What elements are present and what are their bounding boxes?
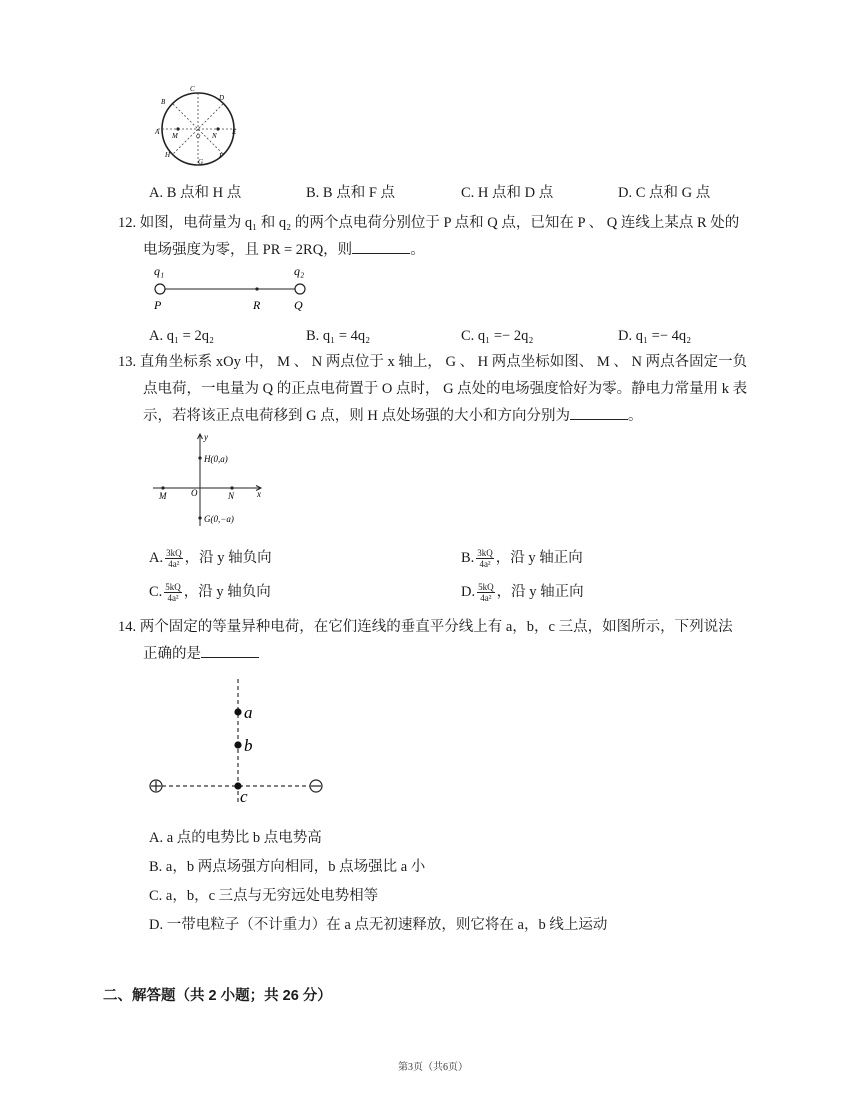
q11-label-a: A	[155, 128, 160, 136]
q12-stem-line1: 12. 如图，电荷量为 q₁ 和 q₂ 的两个点电荷分别位于 P 点和 Q 点，已知在 P 、 Q 连线上某点 R 处的	[118, 215, 740, 231]
q13-option-a-den: 4a²	[168, 559, 180, 570]
q11-label-e: E	[232, 128, 237, 136]
q11-label-g: G	[198, 158, 204, 166]
q12-label-r: R	[253, 298, 261, 312]
q11-circle-figure	[152, 82, 250, 172]
q14-stem-line2	[143, 643, 259, 664]
q13-option-d-den: 4a²	[480, 593, 492, 604]
q11-label-n: N	[212, 132, 217, 140]
q13-label-g: G(0,−a)	[204, 514, 234, 524]
q13-option-a-fraction	[165, 548, 183, 569]
q14-label-c: c	[240, 787, 248, 806]
q13-option-c-fraction	[164, 582, 182, 603]
q11-option-a: A. B 点和 H 点	[149, 185, 242, 201]
q11-option-d: D. C 点和 G 点	[618, 185, 711, 201]
q14-label-a: a	[244, 703, 253, 722]
q12-label-q1: q₁	[154, 264, 165, 278]
q13-option-b	[461, 548, 583, 569]
q13-stem-end: 。	[627, 408, 643, 424]
q13-stem-line3	[143, 405, 642, 426]
q12-option-c: C. q₁ =− 2q₂	[461, 328, 534, 344]
q13-label-x: x	[257, 489, 261, 499]
q13-option-b-prefix: B.	[461, 550, 475, 566]
q13-option-b-num: 3kQ	[477, 548, 493, 559]
q13-option-b-fraction	[476, 548, 494, 569]
q14-stem-text: 正确的是	[143, 646, 201, 662]
q13-option-a	[149, 548, 272, 569]
q11-option-c: C. H 点和 D 点	[461, 185, 554, 201]
q14-option-c: C. a，b，c 三点与无穷远处电势相等	[149, 888, 379, 904]
q13-option-d-text: ，沿 y 轴正向	[496, 584, 584, 600]
q13-option-d-num: 5kQ	[478, 582, 494, 593]
q12-label-q: Q	[294, 298, 303, 312]
q12-label-p: P	[154, 298, 162, 312]
q11-label-c: C	[190, 85, 195, 93]
q11-label-b: B	[161, 98, 166, 106]
q12-label-q2: q₂	[294, 264, 305, 278]
q13-option-a-text: ，沿 y 轴负向	[184, 550, 272, 566]
q13-option-a-num: 3kQ	[166, 548, 182, 559]
q12-answer-blank	[352, 239, 410, 254]
q13-answer-blank	[570, 405, 628, 420]
q11-label-o: O	[196, 134, 201, 140]
q13-stem-line2: 点电荷，一电量为 Q 的正点电荷置于 O 点时， G 点处的电场强度恰好为零。静电力常量用 k 表	[143, 381, 748, 397]
q12-stem-line2	[143, 239, 425, 260]
q14-dipole-figure	[145, 676, 330, 806]
q13-stem-line1: 13. 直角坐标系 xOy 中， M 、 N 两点位于 x 轴上， G 、 H 两点坐标如图、 M 、 N 两点各固定一负	[118, 354, 748, 370]
q13-option-a-prefix: A.	[149, 550, 164, 566]
page-footer: 第3页（共6页）	[398, 1062, 468, 1073]
q11-label-m: M	[172, 132, 178, 140]
q13-label-m: M	[159, 491, 167, 501]
q14-option-b: B. a，b 两点场强方向相同，b 点场强比 a 小	[149, 859, 426, 875]
q13-option-b-text: ，沿 y 轴正向	[495, 550, 583, 566]
q13-label-o: O	[191, 488, 198, 498]
q13-label-h: H(0,a)	[204, 454, 228, 464]
q11-label-d: D	[219, 94, 225, 102]
q13-option-c-prefix: C.	[149, 584, 163, 600]
q13-option-d	[461, 582, 584, 603]
q14-option-d: D. 一带电粒子（不计重力）在 a 点无初速释放，则它将在 a，b 线上运动	[149, 917, 608, 933]
q12-option-b: B. q₁ = 4q₂	[306, 328, 371, 344]
q11-label-f: F	[219, 152, 224, 160]
q14-answer-blank	[201, 643, 259, 658]
q11-label-h: H	[165, 151, 171, 159]
q12-option-a: A. q₁ = 2q₂	[149, 328, 215, 344]
q12-stem-text: 电场强度为零，且 PR = 2RQ，则	[143, 242, 353, 258]
q13-option-d-fraction	[477, 582, 495, 603]
q14-option-a: A. a 点的电势比 b 点电势高	[149, 830, 322, 846]
q13-coordinate-figure	[148, 430, 270, 530]
q14-stem-line1: 14. 两个固定的等量异种电荷，在它们连线的垂直平分线上有 a，b，c 三点，如图所示，下列说法	[118, 619, 733, 635]
q11-option-b: B. B 点和 F 点	[306, 185, 396, 201]
q13-option-d-prefix: D.	[461, 584, 476, 600]
q12-stem-end: 。	[410, 242, 425, 258]
q13-option-c-text: ，沿 y 轴负向	[183, 584, 271, 600]
section-2-title: 二、解答题（共 2 小题；共 26 分）	[103, 988, 332, 1004]
q13-option-b-den: 4a²	[479, 559, 491, 570]
q12-charge-figure	[148, 262, 318, 314]
q13-stem-text: 示，若将该正点电荷移到 G 点，则 H 点处场强的大小和方向分别为	[143, 408, 570, 424]
q13-label-n: N	[228, 491, 235, 501]
q13-option-c-num: 5kQ	[165, 582, 181, 593]
q14-label-b: b	[244, 736, 253, 755]
q12-option-d: D. q₁ =− 4q₂	[618, 328, 692, 344]
q13-option-c-den: 4a²	[167, 593, 179, 604]
q13-label-y: y	[204, 432, 208, 442]
q13-option-c	[149, 582, 271, 603]
